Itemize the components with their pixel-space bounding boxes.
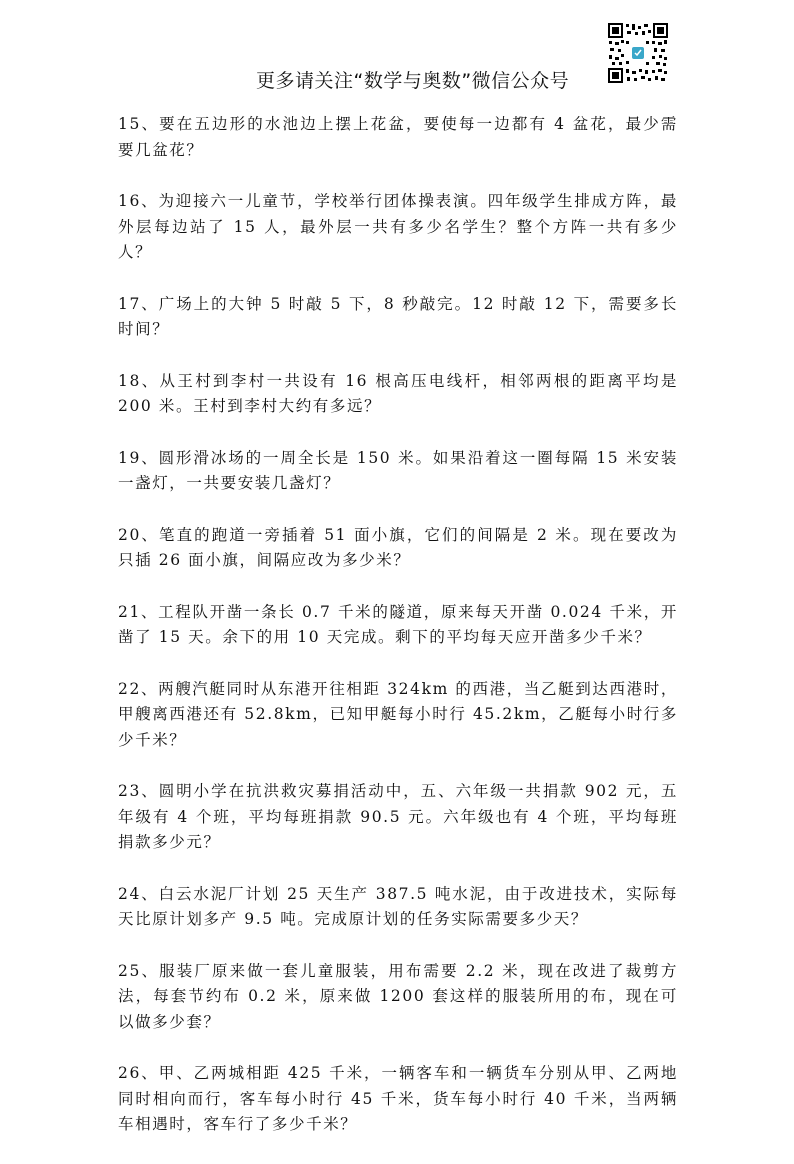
- problem-21: 21、工程队开凿一条长 0.7 千米的隧道，原来每天开凿 0.024 千米，开凿了 15 天。余下的用 10 天完成。剩下的平均每天应开凿多少千米？: [118, 602, 678, 646]
- problem-18: 18、从王村到李村一共设有 16 根高压电线杆，相邻两根的距离平均是 200 米。王村到李村大约有多远？: [118, 371, 678, 415]
- problem-25: 25、服装厂原来做一套儿童服装，用布需要 2.2 米，现在改进了裁剪方法，每套节约布 0.2 米，原来做 1200 套这样的服装所用的布，现在可以做多少套？: [118, 961, 678, 1031]
- problem-26: 26、甲、乙两城相距 425 千米，一辆客车和一辆货车分别从甲、乙两地同时相向而行，客车每小时行 45 千米，货车每小时行 40 千米，当两辆车相遇时，客车行了多少千米？: [118, 1064, 678, 1133]
- problem-19: 19、圆形滑冰场的一周全长是 150 米。如果沿着这一圈每隔 15 米安装一盏灯，一共要安装几盏灯？: [118, 448, 678, 492]
- problem-17: 17、广场上的大钟 5 时敲 5 下，8 秒敲完。12 时敲 12 下，需要多长时间？: [118, 294, 678, 338]
- problem-20: 20、笔直的跑道一旁插着 51 面小旗，它们的间隔是 2 米。现在要改为只插 26 面小旗，间隔应改为多少米？: [118, 525, 678, 569]
- page-header: [0, 0, 794, 100]
- problem-23: 23、圆明小学在抗洪救灾募捐活动中，五、六年级一共捐款 902 元，五年级有 4 个班，平均每班捐款 90.5 元。六年级也有 4 个班，平均每班捐款多少元？: [118, 782, 678, 851]
- problem-24: 24、白云水泥厂计划 25 天生产 387.5 吨水泥，由于改进技术，实际每天比原计划多产 9.5 吨。完成原计划的任务实际需要多少天？: [118, 884, 678, 928]
- problem-15: 15、要在五边形的水池边上摆上花盆，要使每一边都有 4 盆花，最少需要几盆花？: [118, 115, 678, 159]
- problem-16: 16、为迎接六一儿童节，学校举行团体操表演。四年级学生排成方阵，最外层每边站了 15 人，最外层一共有多少名学生？整个方阵一共有多少人？: [118, 192, 678, 261]
- problem-22: 22、两艘汽艇同时从东港开往相距 324km 的西港，当乙艇到达西港时，甲艘离西港还有 52.8km，已知甲艇每小时行 45.2km，乙艇每小时行多少千米？: [118, 679, 678, 749]
- problem-list: [118, 112, 678, 1164]
- header-title: 更多请关注“数学与奥数”微信公众号: [256, 70, 570, 92]
- qr-code-icon: [607, 22, 669, 84]
